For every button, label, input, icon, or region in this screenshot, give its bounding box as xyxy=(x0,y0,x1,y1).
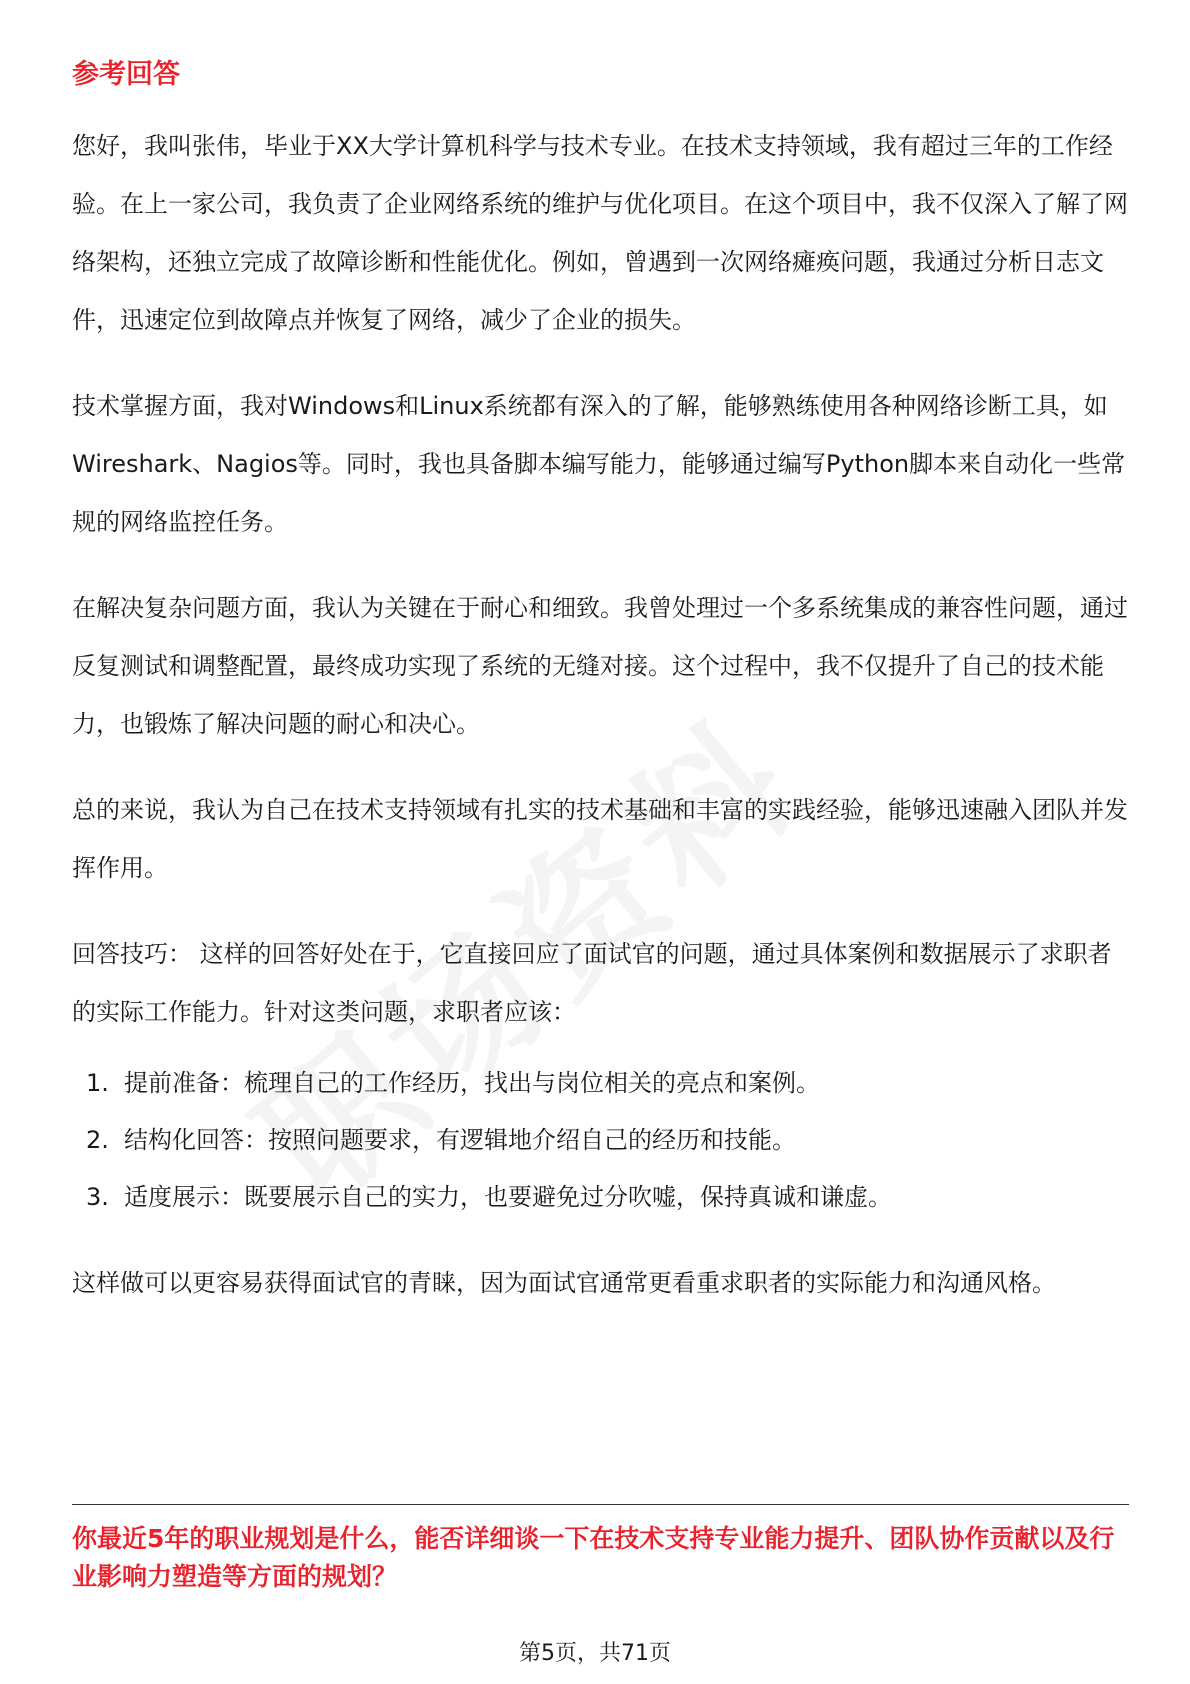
paragraph-intro: 您好，我叫张伟，毕业于XX大学计算机科学与技术专业。在技术支持领域，我有超过三年的工作经验。在上一家公司，我负责了企业网络系统的维护与优化项目。在这个项目中，我不仅深入了解了网络架构，还独立完成了故障诊断和性能优化。例如，曾遇到一次网络瘫痪问题，我通过分析日志文件，迅速定位到故障点并恢复了网络，减少了企业的损失。 xyxy=(72,132,1128,334)
paragraph-summary: 总的来说，我认为自己在技术支持领域有扎实的技术基础和丰富的实践经验，能够迅速融入团队并发挥作用。 xyxy=(72,796,1128,882)
tips-list xyxy=(72,1055,1132,1226)
paragraph-problem-solving: 在解决复杂问题方面，我认为关键在于耐心和细致。我曾处理过一个多系统集成的兼容性问题，通过反复测试和调整配置，最终成功实现了系统的无缝对接。这个过程中，我不仅提升了自己的技术能力，也锻炼了解决问题的耐心和决心。 xyxy=(72,594,1128,738)
list-item xyxy=(72,1055,1132,1112)
list-item xyxy=(72,1169,1132,1226)
paragraph-tips-intro: 回答技巧： 这样的回答好处在于，它直接回应了面试官的问题，通过具体案例和数据展示了求职者的实际工作能力。针对这类问题，求职者应该： xyxy=(72,940,1112,1026)
list-item-text: 结构化回答：按照问题要求，有逻辑地介绍自己的经历和技能。 xyxy=(124,1126,796,1154)
paragraph-closing: 这样做可以更容易获得面试官的青睐，因为面试官通常更看重求职者的实际能力和沟通风格。 xyxy=(72,1269,1056,1297)
answer-body xyxy=(72,117,1132,1340)
paragraph-skills: 技术掌握方面，我对Windows和Linux系统都有深入的了解，能够熟练使用各种网络诊断工具，如Wireshark、Nagios等。同时，我也具备脚本编写能力，能够通过编写Python脚本来自动化一些常规的网络监控任务。 xyxy=(72,392,1126,536)
section-title: 参考回答 xyxy=(72,59,180,90)
next-question: 你最近5年的职业规划是什么，能否详细谈一下在技术支持专业能力提升、团队协作贡献以及行业影响力塑造等方面的规划？ xyxy=(72,1524,1115,1591)
page-number: 第5页，共71页 xyxy=(519,1641,671,1666)
list-item xyxy=(72,1112,1132,1169)
list-item-number: 3. xyxy=(86,1183,109,1211)
section-divider xyxy=(72,1504,1129,1505)
list-item-number: 2. xyxy=(86,1126,109,1154)
list-item-number: 1. xyxy=(86,1069,109,1097)
list-item-text: 适度展示：既要展示自己的实力，也要避免过分吹嘘，保持真诚和谦虚。 xyxy=(124,1183,892,1211)
list-item-text: 提前准备：梳理自己的工作经历，找出与岗位相关的亮点和案例。 xyxy=(124,1069,820,1097)
